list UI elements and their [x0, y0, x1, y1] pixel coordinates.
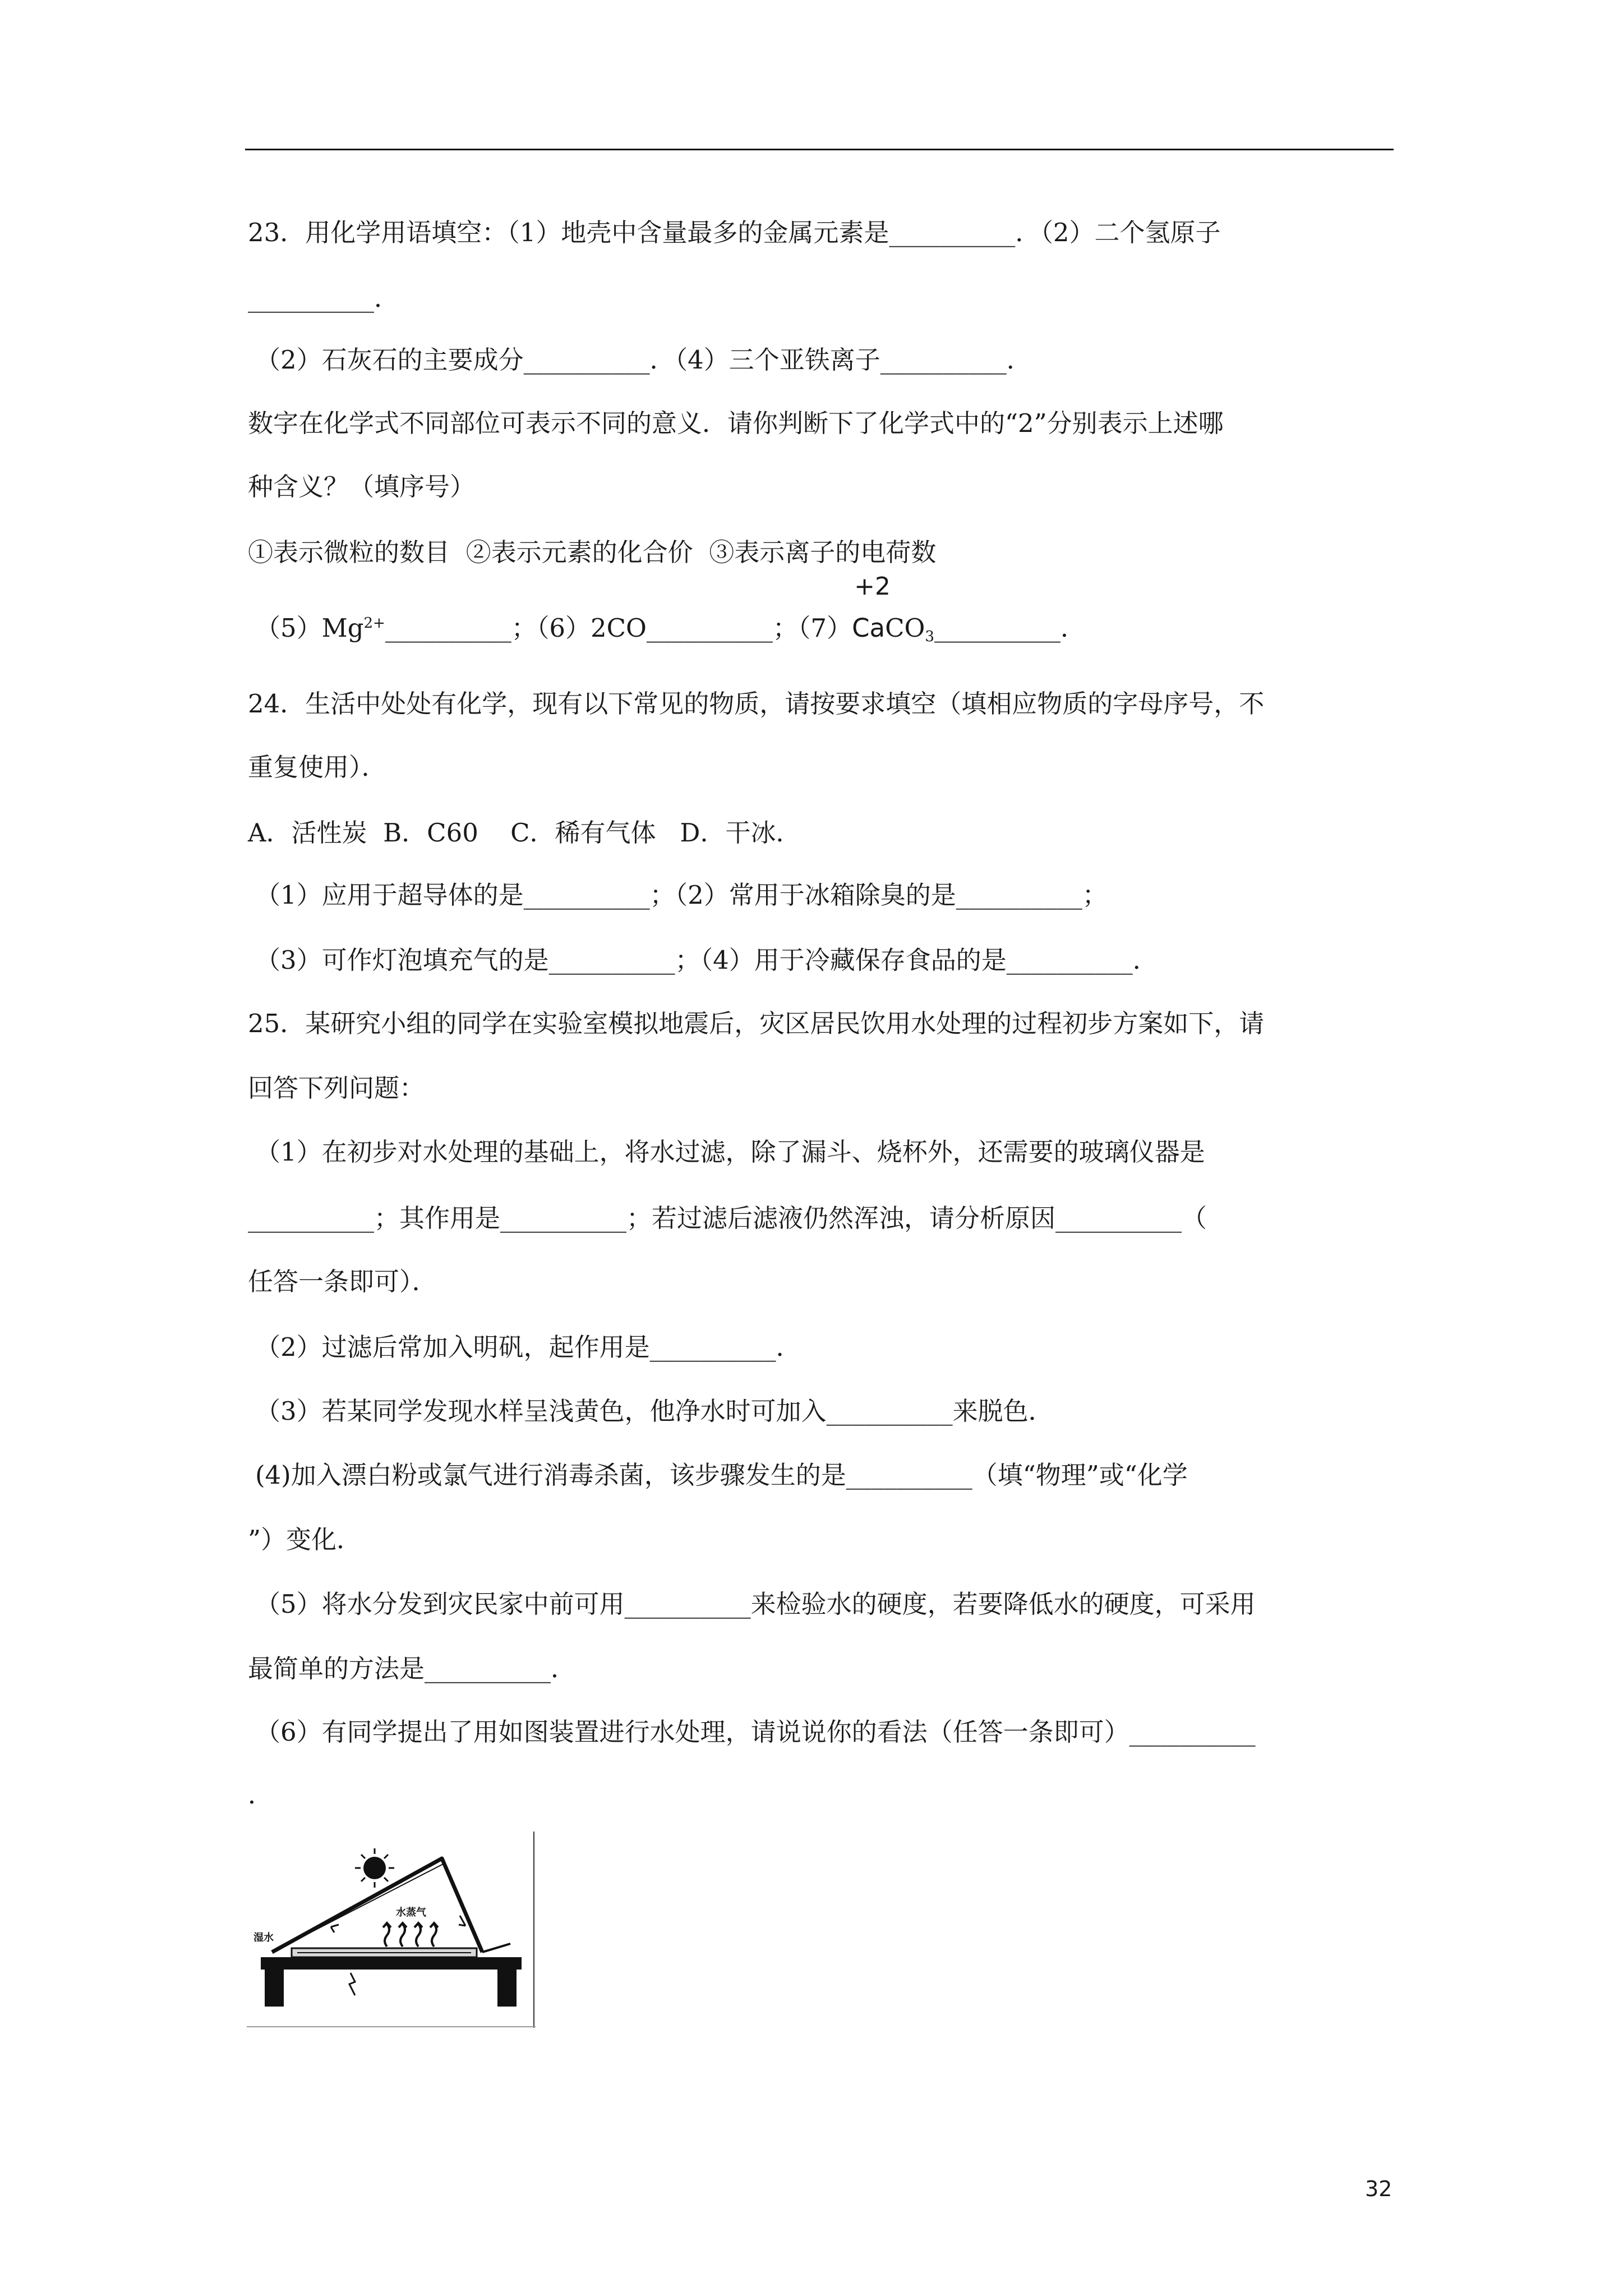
q24-line-5: （3）可作灯泡填充气的是__________；（4）用于冷藏保存食品的是__________．	[255, 945, 1158, 975]
page-number: 32	[1365, 2177, 1393, 2201]
q25-line-11: 最简单的方法是__________．	[248, 1654, 577, 1683]
q23-p5-post: __________；（6）2CO__________；（7）	[385, 613, 852, 643]
q23-p7-sub: 3	[925, 628, 934, 645]
q23-p7-end: __________．	[934, 613, 1086, 643]
header-rule	[245, 149, 1394, 150]
q24-line-3: A．活性炭 B．C60 C．稀有气体 D．干冰．	[248, 818, 801, 848]
q25-line-5: 任答一条即可）．	[248, 1267, 437, 1296]
q23-line-1: 23．用化学用语填空：（1）地壳中含量最多的金属元素是__________．（2）二个氢原子	[248, 218, 1221, 247]
q25-line-6: （2）过滤后常加入明矾，起作用是__________．	[255, 1332, 801, 1362]
q23-line-2: __________．	[248, 283, 400, 313]
left-leg	[265, 1970, 284, 2007]
q24-line-2: 重复使用）．	[248, 752, 387, 782]
q25-line-3: （1）在初步对水处理的基础上，将水过滤，除了漏斗、烧杯外，还需要的玻璃仪器是	[255, 1137, 1205, 1167]
q25-line-2: 回答下列问题：	[248, 1073, 425, 1103]
q23-p5-sup: 2+	[363, 615, 385, 632]
q23-line-5: 种含义？（填序号）	[248, 472, 476, 501]
q25-line-10: （5）将水分发到灾民家中前可用__________来检验水的硬度，若要降低水的硬度，可采用	[255, 1589, 1256, 1619]
q25-line-13: ．	[248, 1780, 274, 1810]
q23-p5-pre: （5）Mg	[255, 613, 364, 643]
valence-mark: +2	[854, 572, 891, 601]
q25-line-12: （6）有同学提出了用如图装置进行水处理，请说说你的看法（任答一条即可）__________	[255, 1717, 1256, 1747]
valence-formula	[852, 572, 891, 645]
q23-line-4: 数字在化学式不同部位可表示不同的意义．请你判断下了化学式中的“2”分别表示上述哪	[248, 408, 1224, 438]
q23-line-6: ①表示微粒的数目 ②表示元素的化合价 ③表示离子的电荷数	[248, 537, 937, 567]
solar-still-diagram	[247, 1832, 536, 2028]
q25-line-8: (4)加入漂白粉或氯气进行消毒杀菌，该步骤发生的是__________（填“物理”或“化学	[255, 1460, 1188, 1490]
right-leg	[497, 1970, 517, 2007]
q23-line-3: （2）石灰石的主要成分__________．（4）三个亚铁离子__________．	[255, 345, 1032, 375]
q25-line-9: ”）变化．	[248, 1525, 362, 1554]
base-slab	[261, 1957, 522, 1970]
q23-p7-co: CO	[885, 613, 925, 643]
q25-line-1: 25．某研究小组的同学在实验室模拟地震后，灾区居民饮用水处理的过程初步方案如下，请	[248, 1009, 1265, 1038]
q25-line-4: __________；其作用是__________；若过滤后滤液仍然浑浊，请分析原因__________（	[248, 1203, 1207, 1233]
q25-line-7: （3）若某同学发现水样呈浅黄色，他净水时可加入__________来脱色．	[255, 1396, 1054, 1426]
valence-element: Ca	[852, 613, 886, 643]
label-steam: 水蒸气	[396, 1907, 426, 1918]
label-left: 湿水	[253, 1932, 274, 1944]
q24-line-1: 24．生活中处处有化学，现有以下常见的物质，请按要求填空（填相应物质的字母序号，不	[248, 689, 1265, 719]
q24-line-4: （1）应用于超导体的是__________；（2）常用于冰箱除臭的是__________；	[255, 880, 1108, 910]
q23-line-7	[255, 572, 1086, 645]
